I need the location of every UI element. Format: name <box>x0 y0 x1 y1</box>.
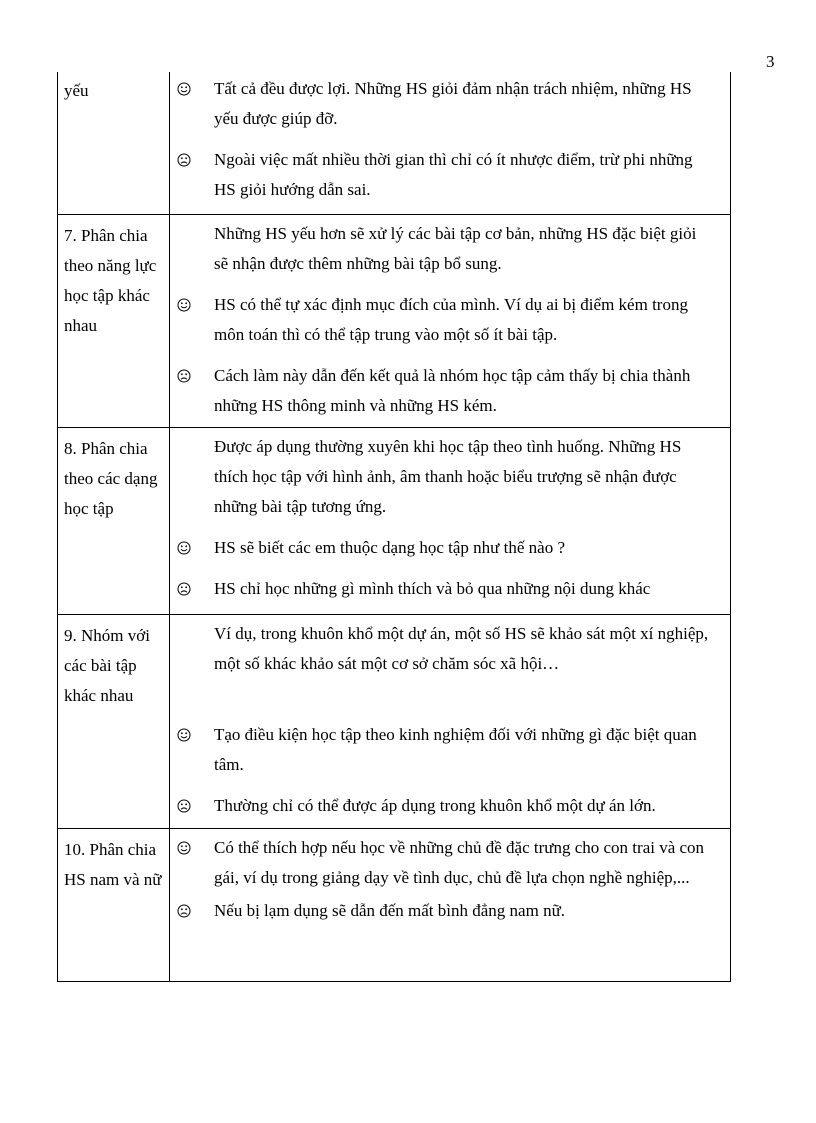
smiley-icon <box>177 841 191 855</box>
entry-text: Có thể thích hợp nếu học về những chủ đề đặc trưng cho con trai và con gái, ví dụ trong giảng dạy về tình dục, chủ đề lựa chọn nghề nghiệp,... <box>214 837 705 887</box>
entry-text: Ví dụ, trong khuôn khổ một dự án, một số HS sẽ khảo sát một xí nghiệp, một số khác khảo sát một cơ sở chăm sóc xã hội… <box>214 623 709 673</box>
row-label: 7. Phân chia theo năng lực học tập khác nhau <box>64 225 157 335</box>
entry-text: Nếu bị lạm dụng sẽ dẫn đến mất bình đẳng nam nữ. <box>214 900 566 920</box>
frown-icon <box>177 904 191 918</box>
row-label-cell <box>58 828 170 981</box>
table-row <box>58 614 731 828</box>
table-row <box>58 72 731 214</box>
row-label: 8. Phân chia theo các dạng học tập <box>64 438 158 518</box>
list-item <box>170 720 730 780</box>
list-item <box>170 432 730 522</box>
entry-text: HS chỉ học những gì mình thích và bỏ qua những nội dung khác <box>214 578 651 598</box>
entry-text: Tất cả đều được lợi. Những HS giỏi đảm nhận trách nhiệm, những HS yếu được giúp đỡ. <box>214 79 692 128</box>
entry-text: Được áp dụng thường xuyên khi học tập theo tình huống. Những HS thích học tập với hình ảnh, âm thanh hoặc biểu trượng sẽ nhận được những bài tập tương ứng. <box>214 436 682 516</box>
row-label-cell <box>58 614 170 828</box>
list-item <box>170 219 730 279</box>
smiley-icon <box>177 728 191 742</box>
group-methods-table <box>57 72 731 982</box>
frown-icon <box>177 799 191 813</box>
row-content-cell <box>170 214 731 427</box>
list-item <box>170 533 730 563</box>
frown-icon <box>177 153 191 167</box>
row-label: yếu <box>64 81 89 100</box>
list-item <box>170 361 730 421</box>
row-label-cell <box>58 72 170 214</box>
frown-icon <box>177 582 191 596</box>
row-content-cell <box>170 614 731 828</box>
row-content-cell <box>170 427 731 614</box>
list-item <box>170 145 730 205</box>
page-number: 3 <box>766 52 775 71</box>
table-row <box>58 214 731 427</box>
list-item <box>170 896 730 926</box>
entry-text: Những HS yếu hơn sẽ xử lý các bài tập cơ bản, những HS đặc biệt giỏi sẽ nhận được thêm những bài tập bổ sung. <box>214 223 697 273</box>
row-label-cell <box>58 427 170 614</box>
list-item <box>170 74 730 134</box>
row-content-cell <box>170 828 731 981</box>
smiley-icon <box>177 82 191 96</box>
entry-text: Cách làm này dẫn đến kết quả là nhóm học tập cảm thấy bị chia thành những HS thông minh và những HS kém. <box>214 365 691 415</box>
table-row <box>58 427 731 614</box>
row-label: 10. Phân chia HS nam và nữ <box>64 839 162 889</box>
entry-text: Tạo điều kiện học tập theo kinh nghiệm đối với những gì đặc biệt quan tâm. <box>214 724 697 774</box>
entry-text: Thường chỉ có thể được áp dụng trong khuôn khổ một dự án lớn. <box>214 795 656 815</box>
list-item <box>170 833 730 893</box>
list-item <box>170 574 730 604</box>
list-item <box>170 290 730 350</box>
entry-text: HS có thể tự xác định mục đích của mình. Ví dụ ai bị điểm kém trong môn toán thì có thể tập trung vào một số ít bài tập. <box>214 294 688 344</box>
smiley-icon <box>177 541 191 555</box>
row-label: 9. Nhóm với các bài tập khác nhau <box>64 625 150 705</box>
smiley-icon <box>177 298 191 312</box>
entry-text: HS sẽ biết các em thuộc dạng học tập như thế nào ? <box>214 537 565 557</box>
row-content-cell <box>170 72 731 214</box>
entry-text: Ngoài việc mất nhiều thời gian thì chỉ có ít nhược điểm, trừ phi những HS giỏi hướng dẫn sai. <box>214 150 693 199</box>
table-row <box>58 828 731 981</box>
row-label-cell <box>58 214 170 427</box>
list-item <box>170 619 730 679</box>
list-item <box>170 791 730 821</box>
frown-icon <box>177 369 191 383</box>
